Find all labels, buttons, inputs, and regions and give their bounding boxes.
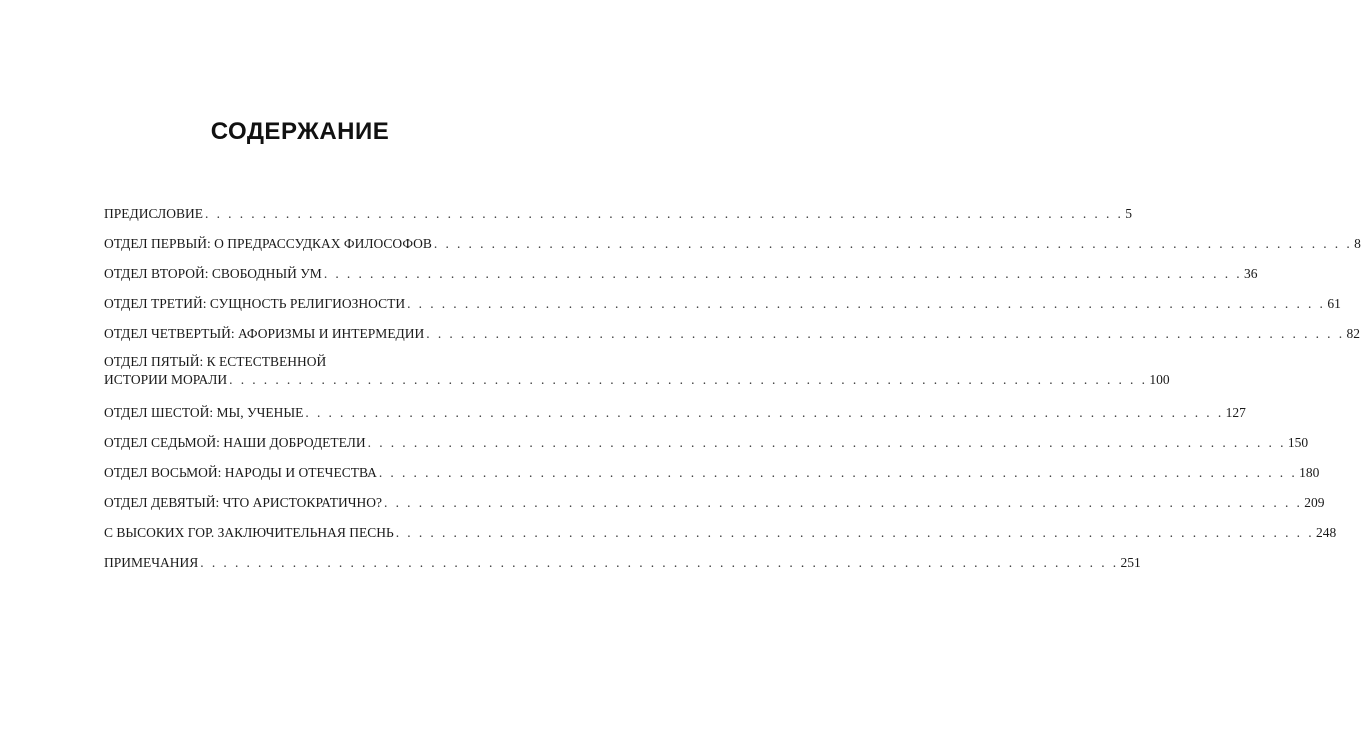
dot-leader: . . . . . . . . . . . . . . . . . . . . . . . . . . . . . . . . . . . . . . . . . . . . . . . . . . . . . . . . . . . . . . . . . . . . . . . . . . . . . . . . xyxy=(407,296,1326,311)
toc-entry-page-number: 248 xyxy=(1315,525,1337,540)
toc-entry xyxy=(104,205,1133,223)
toc-entry xyxy=(104,325,1361,343)
toc-entry-page-number: 251 xyxy=(1120,555,1141,570)
toc-entry-label: ОТДЕЛ ТРЕТИЙ: СУЩНОСТЬ РЕЛИГИОЗНОСТИ xyxy=(104,296,406,311)
dot-leader: . . . . . . . . . . . . . . . . . . . . . . . . . . . . . . . . . . . . . . . . . . . . . . . . . . . . . . . . . . . . . . . . . . . . . . . . . . . . . . . . xyxy=(384,495,1303,510)
toc-entry xyxy=(104,295,1341,313)
dot-leader: . . . . . . . . . . . . . . . . . . . . . . . . . . . . . . . . . . . . . . . . . . . . . . . . . . . . . . . . . . . . . . . . . . . . . . . . . . . . . . . . xyxy=(323,266,1243,281)
toc-entry xyxy=(104,524,1337,542)
toc-entry-page-number: 127 xyxy=(1225,405,1246,420)
toc-entry-label: ОТДЕЛ ПЕРВЫЙ: О ПРЕДРАССУДКАХ ФИЛОСОФОВ xyxy=(104,236,432,251)
toc-entry xyxy=(104,434,1309,452)
toc-entry-label: ПРЕДИСЛОВИЕ xyxy=(104,206,204,221)
dot-leader: . . . . . . . . . . . . . . . . . . . . . . . . . . . . . . . . . . . . . . . . . . . . . . . . . . . . . . . . . . . . . . . . . . . . . . . . . . . . . . . . xyxy=(426,326,1345,341)
toc-entry xyxy=(104,494,1325,512)
toc-entry-page-number: 5 xyxy=(1125,206,1133,221)
toc-entry-label: ПРИМЕЧАНИЯ xyxy=(104,555,199,570)
toc-entry-label: ОТДЕЛ ВТОРОЙ: СВОБОДНЫЙ УМ xyxy=(104,266,322,281)
toc-entry-label: С ВЫСОКИХ ГОР. ЗАКЛЮЧИТЕЛЬНАЯ ПЕСНЬ xyxy=(104,525,394,540)
page-title: СОДЕРЖАНИЕ xyxy=(210,118,390,145)
toc-entry xyxy=(104,235,1361,253)
toc-entry xyxy=(104,464,1320,482)
dot-leader: . . . . . . . . . . . . . . . . . . . . . . . . . . . . . . . . . . . . . . . . . . . . . . . . . . . . . . . . . . . . . . . . . . . . . . . . . . . . . . . . xyxy=(433,236,1353,251)
dot-leader: . . . . . . . . . . . . . . . . . . . . . . . . . . . . . . . . . . . . . . . . . . . . . . . . . . . . . . . . . . . . . . . . . . . . . . . . . . . . . . . . xyxy=(367,435,1286,450)
dot-leader: . . . . . . . . . . . . . . . . . . . . . . . . . . . . . . . . . . . . . . . . . . . . . . . . . . . . . . . . . . . . . . . . . . . . . . . . . . . . . . . . xyxy=(395,525,1314,540)
toc-entry-page-number: 36 xyxy=(1244,266,1258,281)
toc-entry xyxy=(104,554,1141,572)
dot-leader: . . . . . . . . . . . . . . . . . . . . . . . . . . . . . . . . . . . . . . . . . . . . . . . . . . . . . . . . . . . . . . . . . . . . . . . . . . . . . . . . xyxy=(205,206,1124,221)
toc-entry-label: ОТДЕЛ ДЕВЯТЫЙ: ЧТО АРИСТОКРАТИЧНО? xyxy=(104,495,383,510)
toc-entry-page-number: 61 xyxy=(1327,296,1341,311)
toc-entry-page-number: 82 xyxy=(1346,326,1361,341)
dot-leader: . . . . . . . . . . . . . . . . . . . . . . . . . . . . . . . . . . . . . . . . . . . . . . . . . . . . . . . . . . . . . . . . . . . . . . . . . . . . . . . . xyxy=(229,372,1148,387)
toc-entry xyxy=(104,404,1246,422)
toc-entry-page-number: 100 xyxy=(1149,372,1170,387)
toc-entry-label: ОТДЕЛ ЧЕТВЕРТЫЙ: АФОРИЗМЫ И ИНТЕРМЕДИИ xyxy=(104,326,425,341)
toc-entry xyxy=(104,353,1170,389)
dot-leader: . . . . . . . . . . . . . . . . . . . . . . . . . . . . . . . . . . . . . . . . . . . . . . . . . . . . . . . . . . . . . . . . . . . . . . . . . . . . . . . . xyxy=(378,465,1298,480)
toc-entry-label: ОТДЕЛ ШЕСТОЙ: МЫ, УЧЕНЫЕ xyxy=(104,405,304,420)
toc-entry-page-number: 150 xyxy=(1287,435,1309,450)
dot-leader: . . . . . . . . . . . . . . . . . . . . . . . . . . . . . . . . . . . . . . . . . . . . . . . . . . . . . . . . . . . . . . . . . . . . . . . . . . . . . . . . xyxy=(200,555,1119,570)
toc-entry xyxy=(104,265,1258,283)
toc-entry-page-number: 180 xyxy=(1299,465,1320,480)
toc-entry-label-line1: ОТДЕЛ ПЯТЫЙ: К ЕСТЕСТВЕННОЙ xyxy=(104,354,327,369)
toc-entry-page-number: 8 xyxy=(1354,236,1361,251)
toc-entry-page-number: 209 xyxy=(1304,495,1325,510)
dot-leader: . . . . . . . . . . . . . . . . . . . . . . . . . . . . . . . . . . . . . . . . . . . . . . . . . . . . . . . . . . . . . . . . . . . . . . . . . . . . . . . . xyxy=(305,405,1224,420)
toc-entry-label: ИСТОРИИ МОРАЛИ xyxy=(104,372,228,387)
toc-entry-label: ОТДЕЛ СЕДЬМОЙ: НАШИ ДОБРОДЕТЕЛИ xyxy=(104,435,366,450)
toc-entry-label: ОТДЕЛ ВОСЬМОЙ: НАРОДЫ И ОТЕЧЕСТВА xyxy=(104,465,377,480)
